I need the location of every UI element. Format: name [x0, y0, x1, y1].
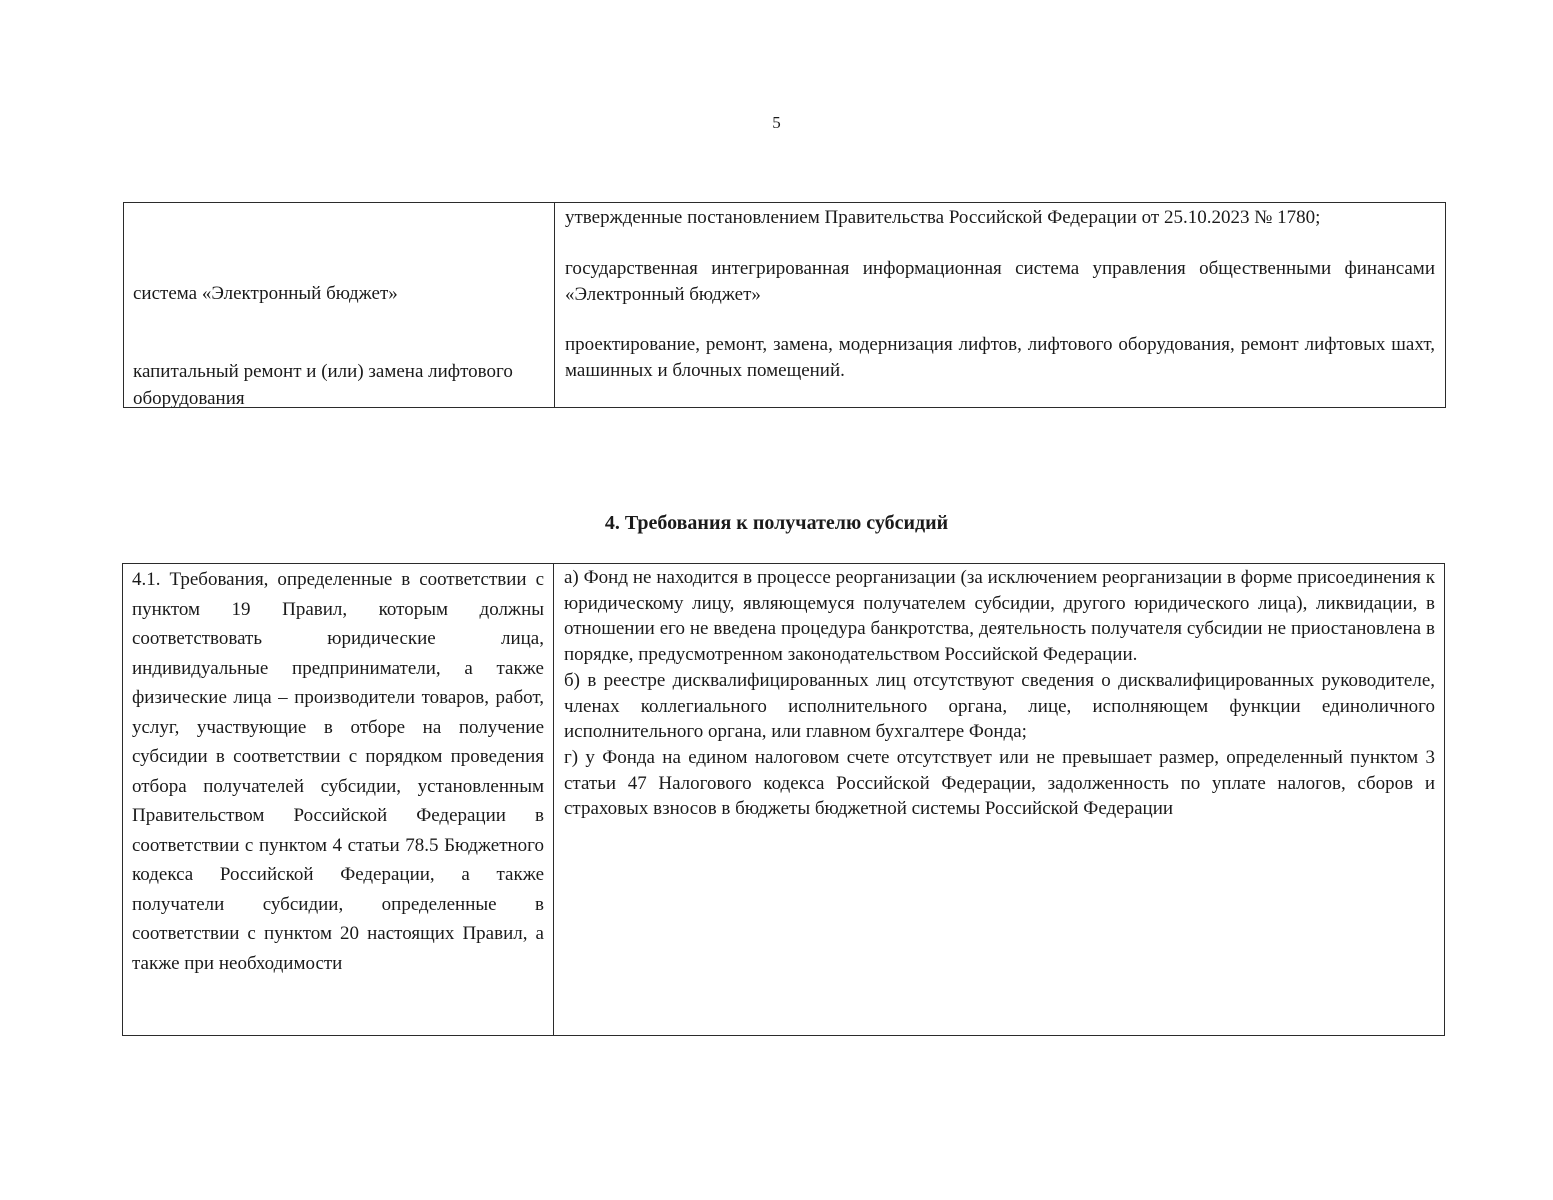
term-column-cell [124, 203, 555, 408]
definition-approved-by-decree: утвержденные постановлением Правительства Российской Федерации от 25.10.2023 № 1780; [565, 207, 1321, 228]
term-elevator-repair: капитальный ремонт и (или) замена лифтового оборудования [133, 361, 513, 409]
requirement-4-1-text: 4.1. Требования, определенные в соответствии с пунктом 19 Правил, которым должны соответствовать юридические лица, индивидуальные предприниматели, а также физические лица – производители товаров, работ, услуг, участвующие в отборе на получение субсидии в соответствии с порядком проведения отбора получателей субсидии, установленным Правительством Российской Федерации в соответствии с пунктом 4 статьи 78.5 Бюджетного кодекса Российской Федерации, а также получатели субсидии, определенные в соответствии с пунктом 20 настоящих Правил, а также при необходимости [132, 569, 544, 974]
definitions-table [123, 202, 1446, 408]
criteria-list [554, 564, 1444, 822]
section-title: 4. Требования к получателю субсидий [604, 512, 949, 534]
definition-column-cell [555, 203, 1446, 408]
definition-electronic-budget: государственная интегрированная информационная система управления общественными финансами «Электронный бюджет» [565, 258, 1435, 305]
table-row [124, 203, 1446, 408]
criterion-a: а) Фонд не находится в процессе реорганизации (за исключением реорганизации в форме присоединения к юридическому лицу, являющемуся получателем субсидии, другого юридического лица), ликвидации, в отношении его не введена процедура банкротства, деятельность получателя субсидии не приостановлена в порядке, предусмотренном законодательством Российской Федерации. [564, 567, 1435, 666]
criteria-cell [554, 564, 1445, 1036]
requirements-table [122, 563, 1445, 1036]
definition-elevator-repair: проектирование, ремонт, замена, модернизация лифтов, лифтового оборудования, ремонт лифтовых шахт, машинных и блочных помещений. [565, 334, 1435, 381]
page-number: 5 [772, 113, 781, 132]
criterion-b: б) в реестре дисквалифицированных лиц отсутствуют сведения о дисквалифицированных руководителе, членах коллегиального исполнительного органа, лице, исполняющем функции единоличного исполнительного органа, или главном бухгалтере Фонда; [564, 669, 1435, 743]
table-row [123, 564, 1445, 1036]
requirement-cell [123, 564, 554, 1036]
term-electronic-budget: система «Электронный бюджет» [133, 283, 398, 304]
criterion-g: г) у Фонда на едином налоговом счете отсутствует или не превышает размер, определенный пунктом 3 статьи 47 Налогового кодекса Российской Федерации, задолженность по уплате налогов, сборов и страховых взносов в бюджеты бюджетной системы Российской Федерации [564, 746, 1435, 820]
